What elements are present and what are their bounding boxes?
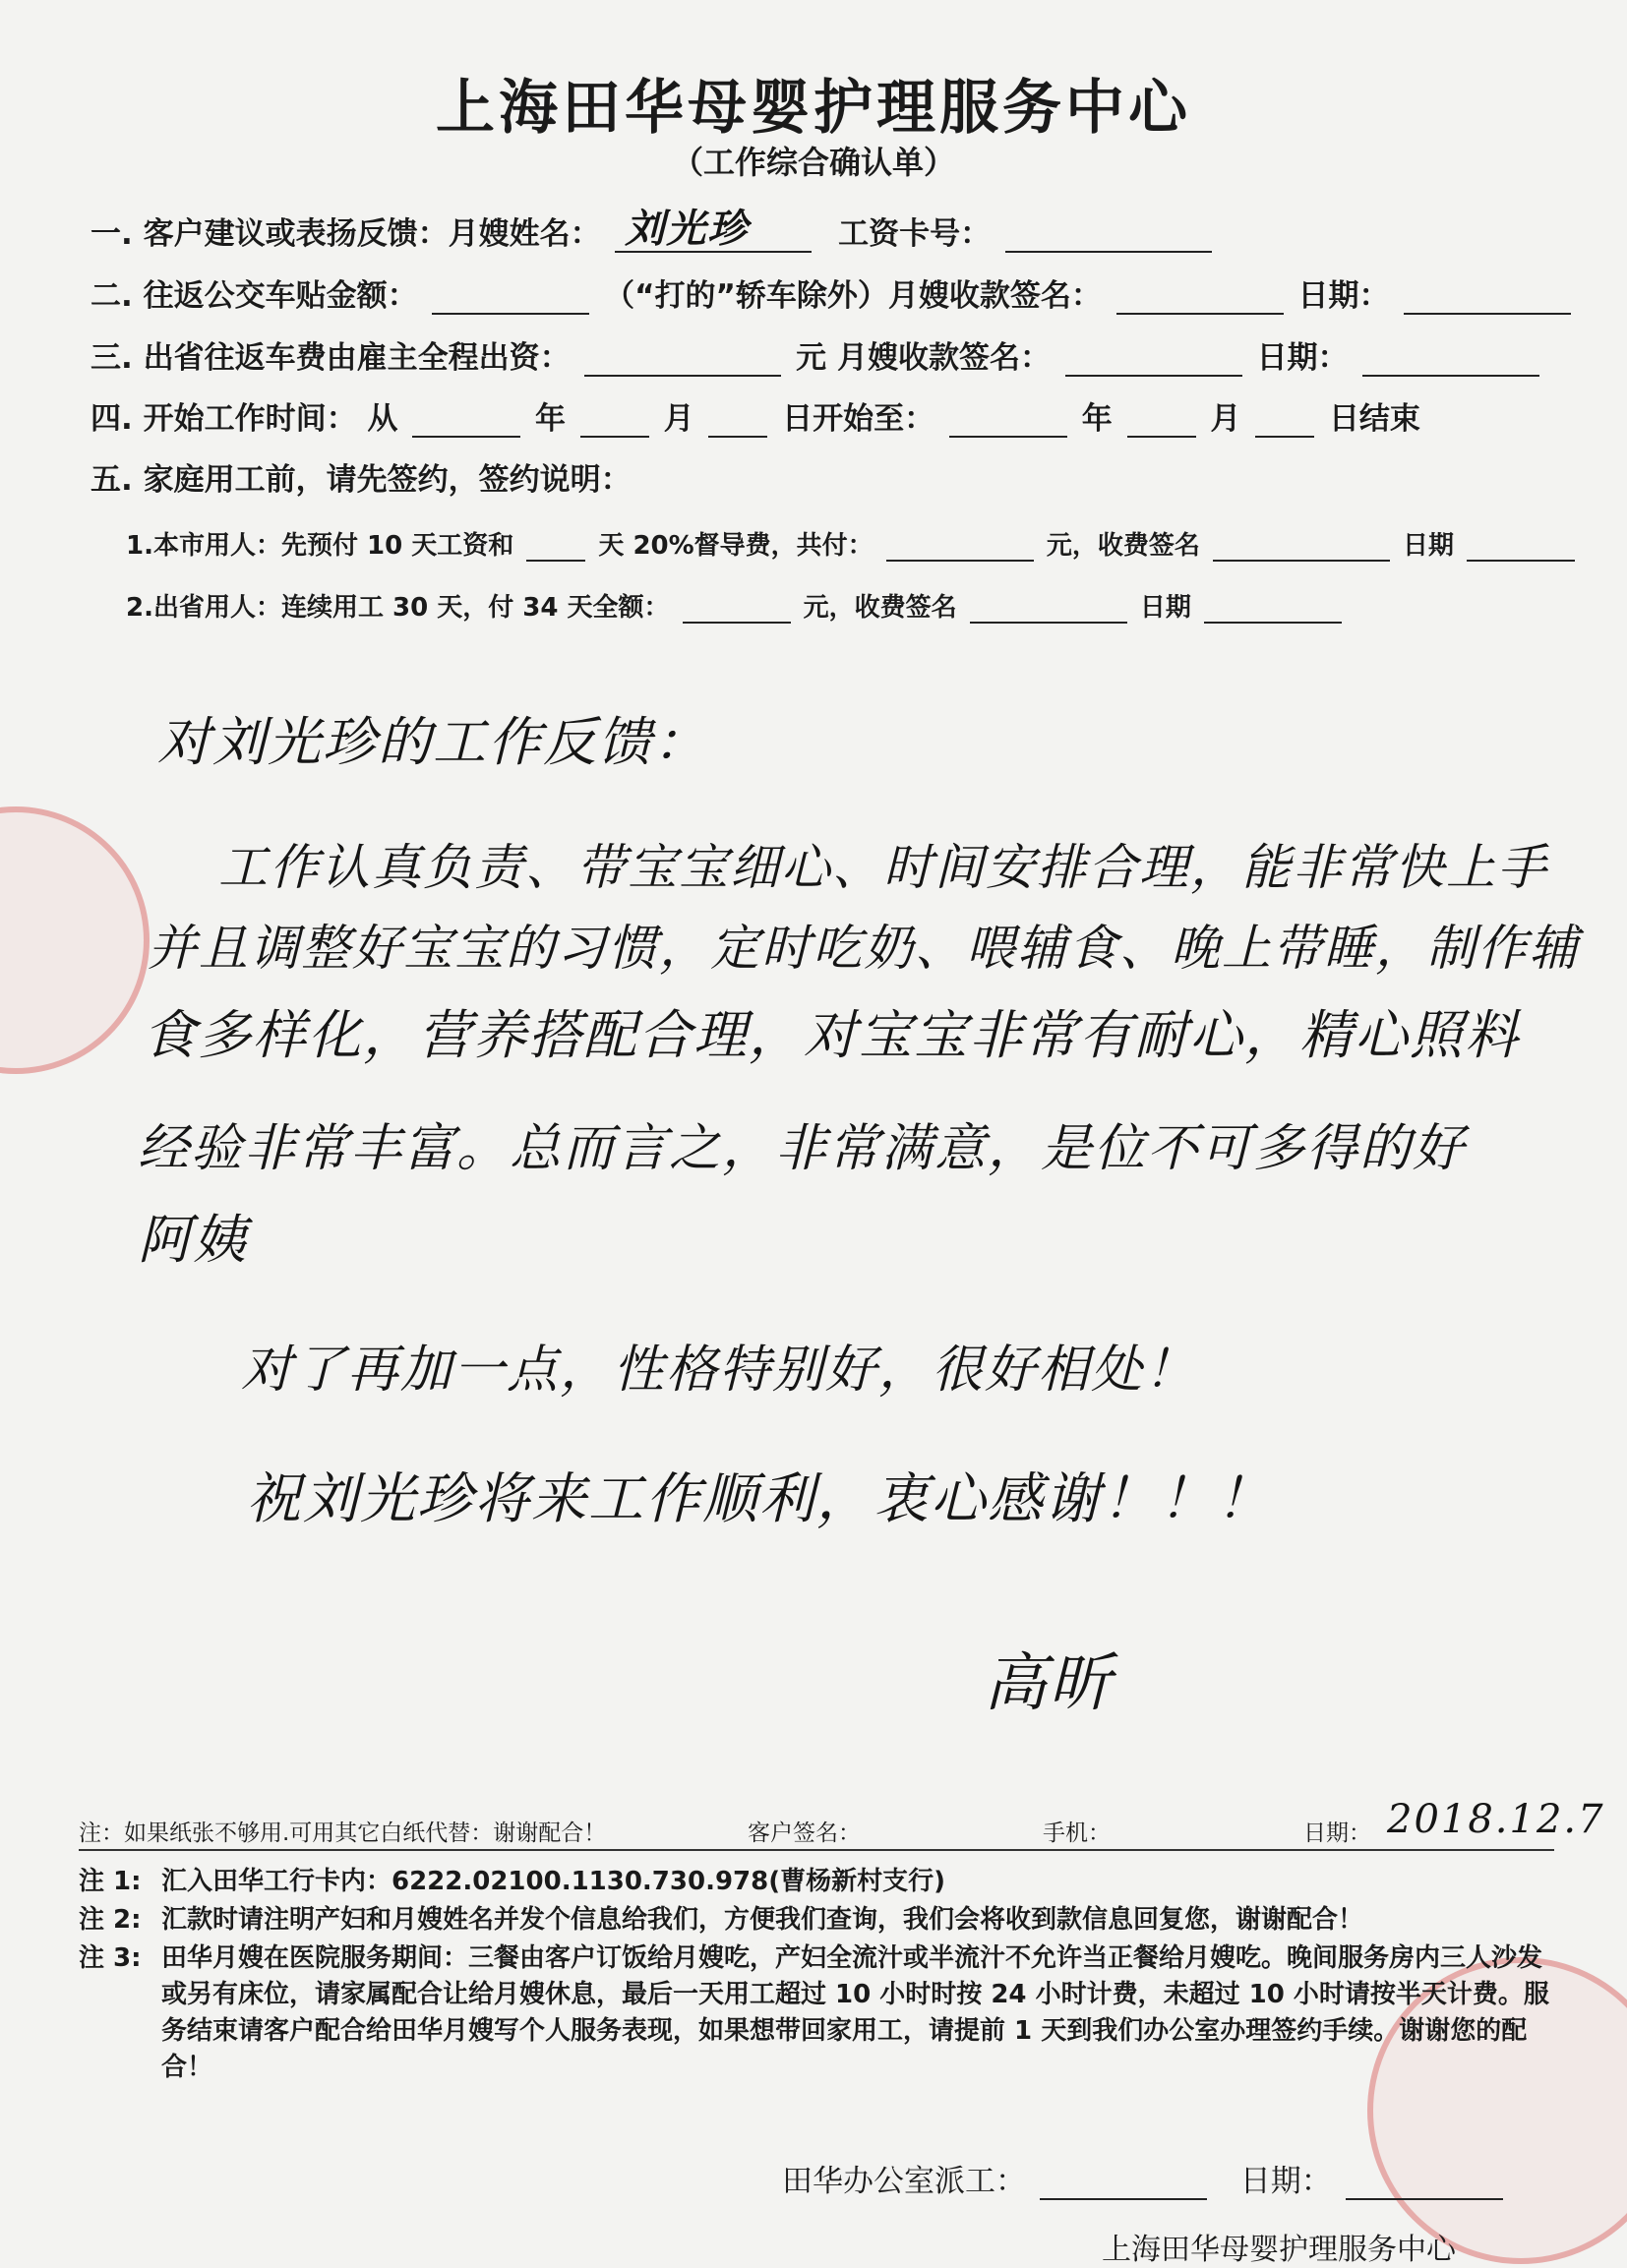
feedback-row [90,206,1216,253]
bus-date-field[interactable] [1404,285,1571,315]
page-subtitle: （工作综合确认单） [671,144,955,181]
note-1-text: 汇入田华工行卡内：6222.02100.1130.730.978(曹杨新村支行) [161,1867,945,1896]
customer-signature: 高昕 [984,1647,1114,1720]
end-year-unit: 年 [1081,401,1113,437]
dispatch-date-field[interactable] [1346,2171,1503,2200]
supervision-days-field[interactable] [526,532,585,562]
start-year-field[interactable] [412,408,520,438]
feedback-line-1: 工作认真负责、带宝宝细心、时间安排合理，能非常快上手 [218,839,1548,896]
bus-receipt-sign-field[interactable] [1116,285,1284,315]
start-day-unit: 日开始至： [782,401,935,437]
nanny-name-value: 刘光珍 [625,206,750,252]
note-3 [79,1940,1554,2086]
local-date-field[interactable] [1467,532,1575,562]
footer-notes [79,1864,1554,2088]
start-month-unit: 月 [663,401,694,437]
red-stamp-left [0,806,150,1074]
bus-date-label: 日期： [1297,278,1390,314]
feedback-extra-line: 对了再加一点，性格特别好，很好相处！ [241,1341,1198,1400]
footer-org-name: 上海田华母婴护理服务中心 [1102,2233,1456,2267]
travel-receipt-sign-field[interactable] [1065,347,1242,377]
travel-fare-field[interactable] [584,347,781,377]
out-province-label: 2.出省用人：连续用工 30 天，付 34 天全额： [126,593,670,623]
local-hire-mid: 天 20%督导费，共付： [598,531,874,561]
local-hire-row [126,525,1579,562]
feedback-line-4: 经验非常丰富。总而言之，非常满意，是位不可多得的好 [138,1119,1467,1178]
salary-card-label: 工资卡号： [838,216,992,252]
dispatch-label: 田华办公室派工： [782,2164,1026,2199]
bus-allowance-field[interactable] [432,285,589,315]
travel-fare-row [90,332,1543,377]
start-month-field[interactable] [580,408,649,438]
end-day-unit: 日结束 [1328,401,1420,437]
feedback-line-2: 并且调整好宝宝的习惯，定时吃奶、喂辅食、晚上带睡，制作辅 [148,920,1580,977]
bus-allowance-note: （“打的”轿车除外）月嫂收款签名： [604,278,1102,314]
travel-fare-unit: 元 月嫂收款签名： [796,340,1051,376]
bus-allowance-label: 二. 往返公交车贴金额： [90,278,418,314]
local-fee-sign-field[interactable] [1213,532,1390,562]
feedback-line-5: 阿姨 [138,1209,248,1271]
bus-allowance-row [90,270,1575,315]
page-title: 上海田华母婴护理服务中心 [436,74,1191,143]
out-province-date-label: 日期 [1139,593,1191,623]
out-province-amount-field[interactable] [683,594,791,624]
travel-fare-label: 三. 出省往返车费由雇主全程出资： [90,340,571,376]
local-total-field[interactable] [886,532,1034,562]
travel-date-field[interactable] [1362,347,1539,377]
feedback-wish-line: 祝刘光珍将来工作顺利，衷心感谢！！！ [246,1467,1273,1531]
out-province-sign-field[interactable] [970,594,1127,624]
out-province-unit: 元，收费签名 [803,593,957,623]
local-hire-label: 1.本市用人：先预付 10 天工资和 [126,531,514,561]
salary-card-field[interactable] [1005,223,1212,253]
note-2 [79,1902,1554,1939]
contract-heading: 五. 家庭用工前，请先签约，签约说明： [90,462,632,498]
work-period-label: 四. 开始工作时间： 从 [90,401,398,437]
dispatch-field[interactable] [1040,2171,1207,2200]
note-2-text: 汇款时请注明产妇和月嫂姓名并发个信息给我们，方便我们查询，我们会将收到款信息回复您，谢谢配合！ [161,1905,1364,1935]
dispatch-row [782,2156,1507,2200]
out-province-row [126,587,1346,624]
start-year-unit: 年 [534,401,566,437]
paper-note: 注：如果纸张不够用.可用其它白纸代替：谢谢配合！ [79,1820,607,1846]
signature-divider [79,1849,1554,1851]
start-day-field[interactable] [708,408,767,438]
travel-date-label: 日期： [1256,340,1349,376]
note-3-text: 田华月嫂在医院服务期间：三餐由客户订饭给月嫂吃，产妇全流汁或半流汁不允许当正餐给月嫂吃。晚间服务房内三人沙发或另有床位，请家属配合让给月嫂休息，最后一天用工超过 10 小时时按 24 小时计费，未超过 10 小时请按半天计费。服务结束请客户配合给田华月嫂写个人服务表现，如果想带回家用工，请提前 1 天到我们办公室办理签约手续。谢谢您的配合！ [161,1943,1549,2082]
feedback-line-3: 食多样化，营养搭配合理，对宝宝非常有耐心，精心照料 [143,1004,1520,1066]
local-hire-unit: 元，收费签名 [1046,531,1200,561]
out-province-date-field[interactable] [1204,594,1342,624]
note-2-tag: 注 2: [79,1905,142,1935]
feedback-heading-handwritten: 对刘光珍的工作反馈： [157,711,708,773]
note-1-tag: 注 1: [79,1867,142,1896]
sign-date-label: 日期： [1303,1820,1371,1846]
customer-sign-label: 客户签名： [748,1820,861,1846]
phone-label: 手机： [1043,1820,1111,1846]
end-day-field[interactable] [1255,408,1314,438]
sign-date-value: 2018.12.7 [1387,1797,1605,1842]
contract-heading-row [90,454,632,499]
note-1 [79,1864,1554,1900]
end-month-field[interactable] [1127,408,1196,438]
local-date-label: 日期 [1402,531,1454,561]
feedback-label: 一. 客户建议或表扬反馈：月嫂姓名： [90,216,601,252]
nanny-name-field[interactable] [615,206,812,253]
note-3-tag: 注 3: [79,1943,142,1973]
end-year-field[interactable] [949,408,1067,438]
end-month-unit: 月 [1210,401,1241,437]
dispatch-date-label: 日期： [1239,2164,1332,2199]
work-period-row [90,393,1420,438]
